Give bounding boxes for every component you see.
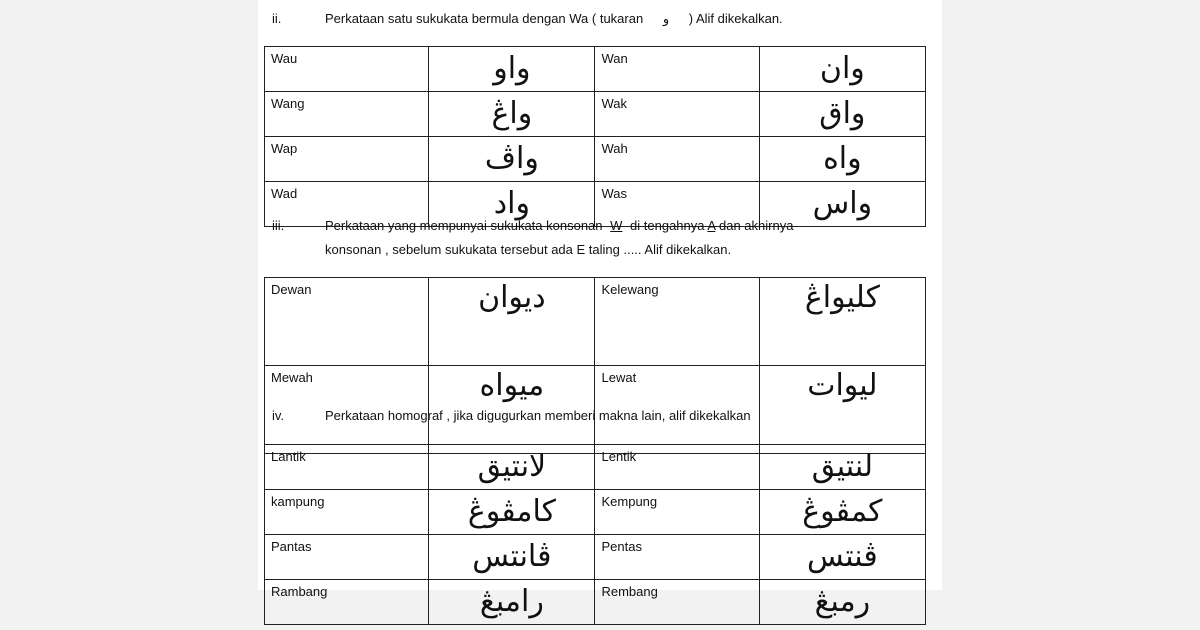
section-ii-heading bbox=[325, 11, 783, 27]
romanized-word: Kelewang bbox=[595, 278, 759, 366]
section-ii-rows bbox=[265, 47, 926, 227]
jawi-word: لنتيق bbox=[759, 445, 925, 490]
romanized-word: Lentik bbox=[595, 445, 759, 490]
section-iii-text-a: Perkataan yang mempunyai sukukata konsonan bbox=[325, 218, 603, 233]
table-row bbox=[265, 445, 926, 490]
romanized-word: Wau bbox=[265, 47, 429, 92]
section-iii-table bbox=[264, 277, 926, 454]
table-row bbox=[265, 137, 926, 182]
table-row bbox=[265, 278, 926, 366]
jawi-word: کمڤوڠ bbox=[759, 490, 925, 535]
section-iii-heading-line1 bbox=[325, 218, 793, 233]
jawi-word: واڤ bbox=[429, 137, 595, 182]
section-iii-text-c: dan akhirnya bbox=[719, 218, 794, 233]
jawi-word: واه bbox=[759, 137, 925, 182]
jawi-word: واو bbox=[429, 47, 595, 92]
romanized-word: Kempung bbox=[595, 490, 759, 535]
section-iv-number: iv. bbox=[272, 408, 285, 423]
jawi-word: واڠ bbox=[429, 92, 595, 137]
section-iii-underlined-a: A bbox=[707, 218, 716, 233]
section-iv-rows bbox=[265, 445, 926, 625]
romanized-word: Wang bbox=[265, 92, 429, 137]
jawi-word: ديوان bbox=[429, 278, 595, 366]
romanized-word: kampung bbox=[265, 490, 429, 535]
romanized-word: Wap bbox=[265, 137, 429, 182]
section-iii-text-b: di tengahnya bbox=[630, 218, 705, 233]
table-row bbox=[265, 92, 926, 137]
romanized-word: Wad bbox=[265, 182, 429, 227]
section-ii-table bbox=[264, 46, 926, 227]
table-row bbox=[265, 535, 926, 580]
romanized-word: Lewat bbox=[595, 366, 759, 454]
jawi-word: واق bbox=[759, 92, 925, 137]
romanized-word: Wak bbox=[595, 92, 759, 137]
jawi-word: واس bbox=[759, 182, 925, 227]
section-ii-number: ii. bbox=[272, 11, 282, 26]
jawi-word: کليواڠ bbox=[759, 278, 925, 366]
jawi-word: کامڤوڠ bbox=[429, 490, 595, 535]
romanized-word: Lantik bbox=[265, 445, 429, 490]
jawi-word: واد bbox=[429, 182, 595, 227]
romanized-word: Mewah bbox=[265, 366, 429, 454]
romanized-word: Dewan bbox=[265, 278, 429, 366]
romanized-word: Pantas bbox=[265, 535, 429, 580]
jawi-word: ڤنتس bbox=[759, 535, 925, 580]
romanized-word: Was bbox=[595, 182, 759, 227]
jawi-word: رامبڠ bbox=[429, 580, 595, 625]
section-ii-letter: و bbox=[662, 12, 670, 27]
jawi-word: وان bbox=[759, 47, 925, 92]
romanized-word: Pentas bbox=[595, 535, 759, 580]
jawi-word: ميواه bbox=[429, 366, 595, 454]
table-row bbox=[265, 580, 926, 625]
romanized-word: Rembang bbox=[595, 580, 759, 625]
section-iv-table bbox=[264, 444, 926, 625]
jawi-word: رمبڠ bbox=[759, 580, 925, 625]
section-iii-underlined-w: W bbox=[610, 218, 623, 233]
section-iii-number: iii. bbox=[272, 218, 285, 233]
table-row bbox=[265, 490, 926, 535]
table-row bbox=[265, 47, 926, 92]
jawi-word: ڤانتس bbox=[429, 535, 595, 580]
section-iii-rows bbox=[265, 278, 926, 454]
document-page bbox=[258, 0, 942, 619]
romanized-word: Rambang bbox=[265, 580, 429, 625]
jawi-word: ليوات bbox=[759, 366, 925, 454]
romanized-word: Wan bbox=[595, 47, 759, 92]
section-iii-heading-line2: konsonan , sebelum sukukata tersebut ada E taling ..... Alif dikekalkan. bbox=[325, 242, 732, 257]
section-ii-text-before: Perkataan satu sukukata bermula dengan Wa ( tukaran bbox=[325, 11, 644, 26]
section-ii-text-after: ) Alif dikekalkan. bbox=[688, 11, 783, 26]
jawi-word: لانتيق bbox=[429, 445, 595, 490]
romanized-word: Wah bbox=[595, 137, 759, 182]
section-iv-heading: Perkataan homograf , jika digugurkan memberi makna lain, alif dikekalkan bbox=[325, 408, 751, 423]
